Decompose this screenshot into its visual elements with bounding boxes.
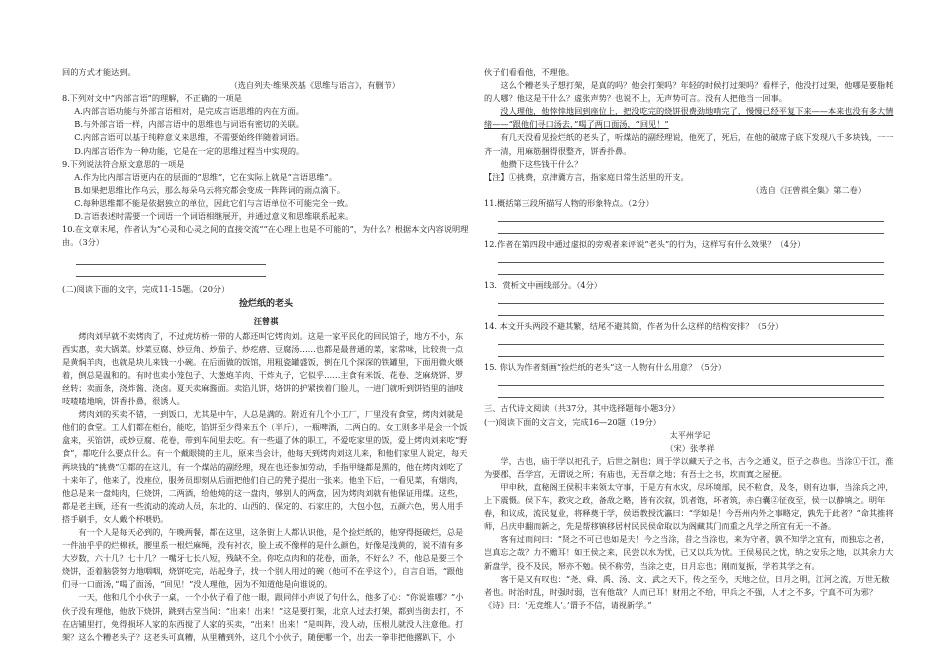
story-title: 捡烂纸的老头 xyxy=(238,299,293,310)
q9-option-c: C.每种思维都不能是依据独立的单位，因此它们与言语单位不可能完全一致。 xyxy=(74,197,354,208)
classic-paragraph-4: 客于是又有叹也：“尧、舜、禹、汤、文、武之天下，传之至今，天地之位，日月之明，江河之流，万世无敝者也。时治时乱，时强时弱，岂有他哉？人而已耳！财用之不给，甲兵之不强，人才之不多，宁真不可为邪？《诗》曰：‘无竞维人’。’谓予不信，请视新学。” xyxy=(484,573,890,610)
q9-option-a: A.作为比内部言语更内在的层面的“思维”，它在实际上就是“言语思维”。 xyxy=(74,171,337,182)
q15-stem: 15. 你认为作者刻画“捡烂纸的老头”这一人物有什么用意？（5分） xyxy=(484,362,727,373)
q9-option-b: B.如果把思维比作乌云，那么每朵乌云将究都会变成一阵阵词的雨点滴下。 xyxy=(74,184,345,195)
q9-stem: 9.下列说法符合原文意思的一项是 xyxy=(62,158,185,169)
classic-paragraph-1: 学，古也，庙于学以祀孔子，后世之制也；周于学以藏天子之书，古今之通义，臣子之恭也。当涂①于江，淮为要郡，吾学宫，无谓说之所；有庙也，无吾章之地；有吾士之书，坎而寘之屋便。 xyxy=(484,455,894,479)
story-paragraph-4-cont: 伙子们看看他，不理他。 xyxy=(484,67,575,77)
q8-option-d: D.内部言语作为一种功能，它是在一定的思维过程当中实现的。 xyxy=(74,145,305,156)
story-paragraph-2: 烤肉刘的买卖不错，一到饭口，尤其是中午，人总是满的。附近有几个小工厂，厂里没有食堂，烤肉刘就是他们的食堂。工人们都在柜台，能吃，馅饼至少得来五个（半斤），一瓶啤酒，二两白的。女工则多半是会一个饭盒来，买馅饼，或炒豆腐、花卷，带到车间里去吃。有一些逼了休的职工，不爱吃家里的饭，爱上烤肉刘来吃“野食”，都吃什么要点什么。有一个戴眼镜的主儿，原来当会计，他每天到烤肉刘这儿来，和他们家里人说定，每天两块钱的“挑费”①都的在这儿，有一个煤站的副经理，现在也还参加劳动，手指甲缝都是黑的，他在烤肉刘吃了十来年了，他来了，没座位，服务员即刻从后面把他们自己的凳子提出一张来。他坐下后，一看见菜，有烟肉，他总是来一盘炖肉，仨烧饼，二两酒，给他炖的这一盘肉，够别人的两盘，因为烤肉刘就有他保证用煤。这些，都是老主顾，还有一些流动的流动人员，东北的、山西的、保定的、石家庄的，大包小包，五颜六色，男人用手搭手刷手，女人戴个杯喂奶。 xyxy=(62,409,468,524)
classic-author: （宋）张孝祥 xyxy=(665,442,715,453)
answer-line xyxy=(498,292,884,304)
left-column xyxy=(62,66,470,644)
section3-subheading: (一)阅读下面的文言文，完成16—20题（19分） xyxy=(484,416,661,427)
q9-option-d: D.言语表述时需要一个词语一个词语相继展开，并通过意义和思维联系起来。 xyxy=(74,211,354,222)
answer-line xyxy=(498,222,884,234)
story-paragraph-4: 一天，他和几个小伙子一桌，一个小伙子看了他一眼，跟同伴小声说了句什么，他多了心：“你说谁哪？”小伙子没有理他，他放下烧饼，跳到古堂当间：“出来！出来！”这是要打架，北京人过去打架，都到当街去打，不在店铺里打，免得损坏人家的东西搅了人家的买卖，“出来！出来！”是叫阵，没人动，压根儿就没人注意他。打架？这么个糟老头子？这老头可真糟，从里糟到外，这几个小伙子，随便哪一个，出去一拳非把他撂趴下，小 xyxy=(62,592,464,642)
story-paragraph-8: 他攒下这些钱干什么？ xyxy=(500,158,583,169)
q14-stem: 14. 本文开头两段不避其繁，结尾不避其简，作者为什么这样的结构安排？（5分） xyxy=(484,321,784,332)
q8-option-c: C.内部言语可以基于纯粹意义来思维，不需要始终伴随着词语。 xyxy=(74,132,304,143)
answer-line xyxy=(498,304,884,316)
answer-line xyxy=(76,265,266,277)
answer-line xyxy=(498,345,884,357)
answer-line xyxy=(498,210,884,222)
q13-stem: 13．赏析文中画线部分。（4分） xyxy=(484,280,602,291)
classic-paragraph-3: 客有过而问曰：“贤之不可已也如是夫！今之当涂，昔之当涂也，来为守者，孰不知学之宜有，而独忘之者，岂真忘之哉？力不赡耳！如王侯之来，民尝以水为忧，已又以兵为忧。王侯易民之忧，纳之安乐之地，以其余力大新盘学，役不及民，帑亦不勉。侯不称劳，当涂之吏，日月忘也；刚而复振，学若其学之有。 xyxy=(484,534,894,571)
story-paragraph-3: 有一个人是每天必到的，午晚两餐，都在这里，这条街上人都认识他，是个捡烂纸的，他穿得挺破烂，总是一件油乎乎的烂棉袄，腰里系一根烂麻绳，没有衬衣，脸上或不像样的是什么颜色，好像是浅黄的，说不清有多大岁数，六十几？七十几？一嘴牙七长八短，残缺不全。你吃点肉和的花卷，面条，不好么？不，他总是要三个烧饼，歪着脑袋努力地咽咽，烧饼吃完，站起身子，找一个别人用过的碗（他可不在乎这个），自言自语，“跟他们寻一口面汤，”喝了面汤，“回见！”没人理他，因为不知道他是向谁说的。 xyxy=(62,527,464,590)
q12-stem: 12.作者在第四段中通过虚拟的旁观者来评说“老头”的行为，这样写有什么效果？（4分） xyxy=(484,239,806,250)
q8-option-a: A.内部言语功能与外部言语相对，是完成言语思维的内在方面。 xyxy=(74,106,304,117)
story-author: 汪曾祺 xyxy=(253,315,279,326)
answer-line xyxy=(498,251,884,263)
right-column xyxy=(484,66,896,612)
story-paragraph-1: 烤肉刘早就不卖烤肉了，不过虎坊桥一带的人都还叫它烤肉刘。这是一家平民化的回民馆子，地方不小，东西实惠，卖大锅菜。炒菜豆腐、炒豆角、炒茄子、炒疙瘩、豆腐汤……也都是最普通的菜，家常味，比较贵一点是黄焖羊肉，也就是块儿来钱一小碗。在后面做的饭馆，用粗瓷罐盛饭，倒在几个深深的铁罐里，下面用微火煨着，倒总是温和的。有时也卖小笼包子、大葱炮羊肉、干炸丸子，它似乎……主食有米饭、花卷、芝麻烧饼、罗丝转；卖面条，浇炸酱、浇卤。夏天卖麻酱面。卖馅儿饼，烙饼的护紧挨着门脸儿，一进门就听到饼铛里的油吱吱喳喳地响，饼香扑鼻，很诱人。 xyxy=(62,330,464,407)
q8-option-b: B.与外部言语一样，内部言语中的思维也与词语有密切的关联。 xyxy=(74,119,304,130)
answer-line xyxy=(498,333,884,345)
q10-stem: 10.在文章末尾，作者认为“心灵和心灵之间的直接交流”“在心理上也是不可能的”，为什么？根据本文内容说明理由。（3分） xyxy=(62,224,469,248)
answer-line xyxy=(498,386,884,398)
q8-stem: 8.下列对文中“内部言语”的理解，不正确的一项是 xyxy=(62,93,242,104)
story-paragraph-6-underlined: 没人理他，他悻悻地回到座位上，把没吃完的烧饼很费劲地啃完了，慢慢已经平复下来——本来也没有多大情绪——“跟他们寻口汤去，”喝了两口面汤，“回见！” xyxy=(484,106,894,130)
answer-line xyxy=(76,253,266,265)
classic-title: 太平州学记 xyxy=(669,429,711,440)
source-citation-2: （选自《汪曾祺全集》第二卷） xyxy=(751,184,866,195)
intro-tail: 回的方式才能达到。 xyxy=(62,67,136,77)
section2-intro: (二)阅读下面的文字，完成11-15题。（20分） xyxy=(62,284,230,295)
story-paragraph-7: 有几天没看见捡烂纸的老头了，听煤站的副经理说，他死了，死后，在他的破席子底下发现八千多块钱，一一齐一清，用麻筋捆得很整齐，饼香扑鼻。 xyxy=(484,132,894,156)
footnote: 【注】①挑费，京津冀方言，指家庭日常生活里的开支。 xyxy=(484,171,689,182)
answer-line xyxy=(498,374,884,386)
classic-paragraph-2: 甲申秋，直秘阁王侯积丰来领太守事，于是方有水灾，尽坏境部，民不粒食，及冬，则有边事，当涂兵之冲，上下震慑。侯下车，救灾之政，备敌之略，皆有次叙，饥者饱，坏者筑，赤白囊②征夜至，侯一以静填之。明年春，和议成，流民复业，将释奠于学，侯语教授沈瀛曰：“学如是！今吾州内外之事略定，孰先于此者？”命其推将师，吕庆申翻而新之，先是帮移镇移居村民民侯命取以为阁藏其门而重之凡学之所宜有无一不备。 xyxy=(484,481,894,532)
source-citation-1: （选自列夫·维果茨基《思维与语言》，有删节） xyxy=(229,80,400,91)
section3-heading: 三、古代诗文阅读（共37分，其中选择题每小题3分） xyxy=(484,403,680,414)
q11-stem: 11.概括第三段所描写人物的形象特点。（2分） xyxy=(484,197,654,208)
story-paragraph-5: 这么个糟老头子想打架，是真的吗？他会打架吗？年轻的时候打过架吗？看样子，他没打过架，他哪是要脂耗的人哪？他这是干什么？虚张声势？也说不上，无声势可言。没有人把他当一回事。 xyxy=(484,80,894,104)
answer-line xyxy=(498,263,884,275)
